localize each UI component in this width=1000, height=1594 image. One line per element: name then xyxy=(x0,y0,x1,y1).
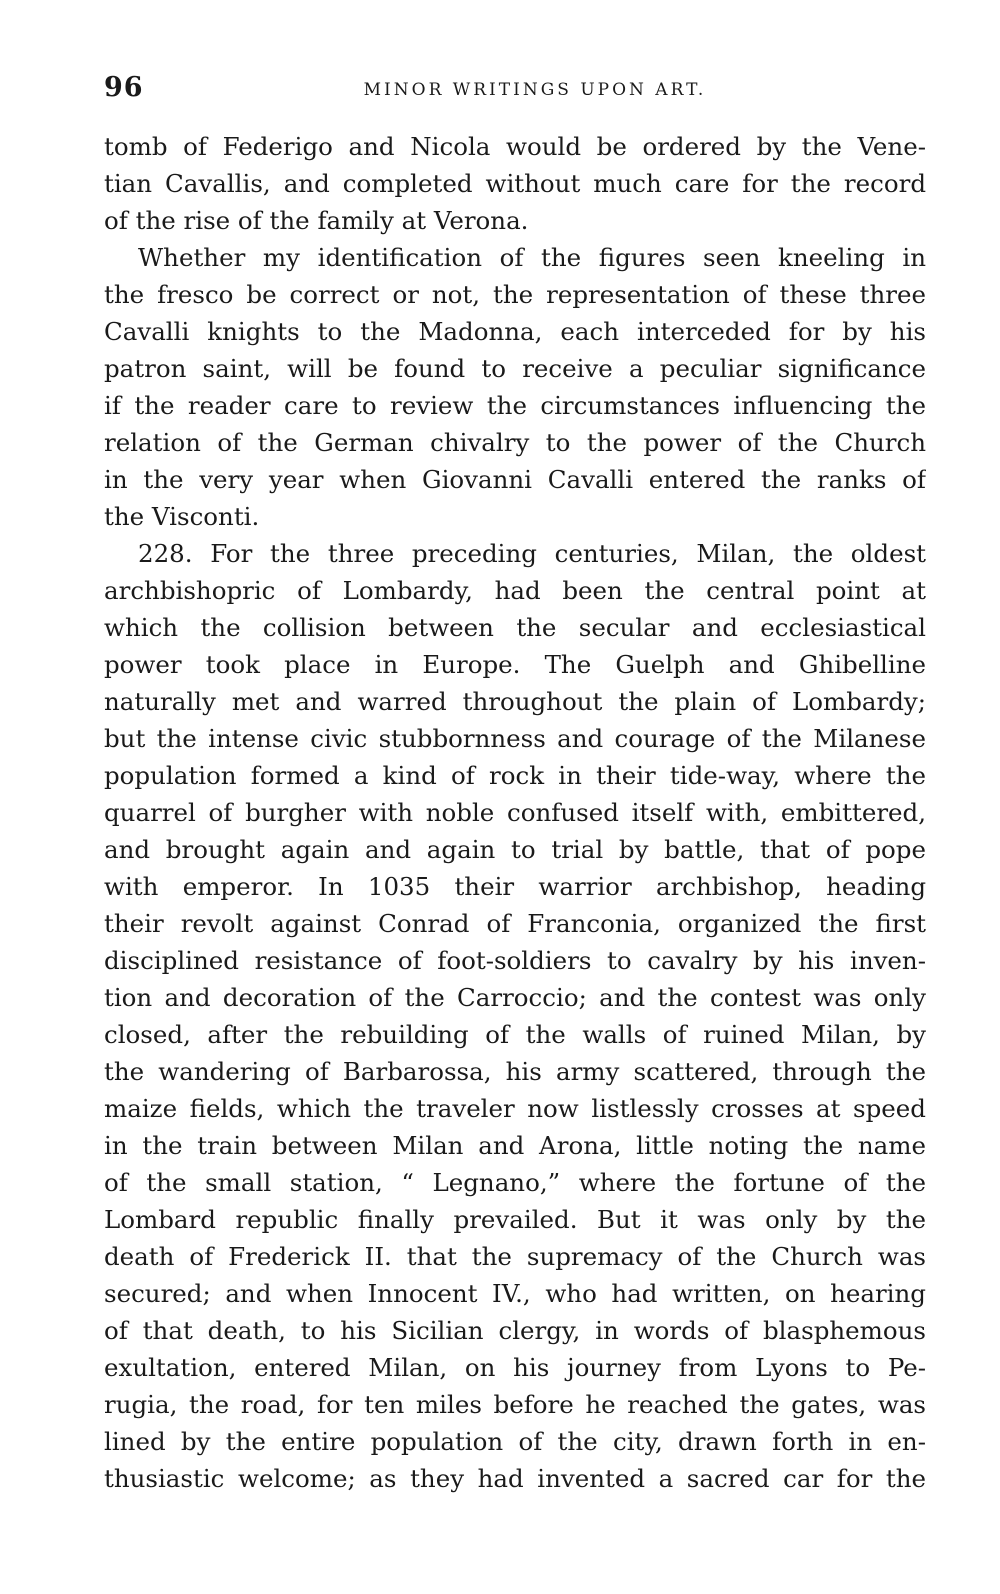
text-line: closed, after the rebuilding of the walls of ruined Milan, by xyxy=(104,1020,926,1049)
text-line: secured; and when Innocent IV., who had written, on hearing xyxy=(104,1279,926,1308)
text-line: patron saint, will be found to receive a peculiar significance xyxy=(104,354,926,383)
running-head xyxy=(104,72,926,112)
running-title: MINOR WRITINGS UPON ART. xyxy=(363,80,707,100)
text-line: which the collision between the secular and ecclesiastical xyxy=(104,613,926,642)
text-line: their revolt against Conrad of Franconia, organized the first xyxy=(104,909,926,938)
text-line: the fresco be correct or not, the representation of these three xyxy=(104,280,926,309)
text-line: Whether my identification of the figures seen kneeling in xyxy=(138,243,926,272)
body-text xyxy=(104,128,926,1497)
text-line: lined by the entire population of the city, drawn forth in en- xyxy=(104,1427,926,1456)
text-line: death of Frederick II. that the supremacy of the Church was xyxy=(104,1242,926,1271)
text-line: archbishopric of Lombardy, had been the central point at xyxy=(104,576,926,605)
text-line: the wandering of Barbarossa, his army scattered, through the xyxy=(104,1057,926,1086)
text-line: of the rise of the family at Verona. xyxy=(104,206,529,235)
text-line: quarrel of burgher with noble confused itself with, embittered, xyxy=(104,798,926,827)
text-line: disciplined resistance of foot-soldiers to cavalry by his inven- xyxy=(104,946,926,975)
text-line: relation of the German chivalry to the power of the Church xyxy=(104,428,926,457)
text-line: rugia, the road, for ten miles before he reached the gates, was xyxy=(104,1390,926,1419)
text-line: Cavalli knights to the Madonna, each interceded for by his xyxy=(104,317,926,346)
text-line: tomb of Federigo and Nicola would be ordered by the Vene- xyxy=(104,132,926,161)
text-line: 228. For the three preceding centuries, Milan, the oldest xyxy=(138,539,926,568)
text-line: power took place in Europe. The Guelph and Ghibelline xyxy=(104,650,926,679)
text-line: in the train between Milan and Arona, little noting the name xyxy=(104,1131,926,1160)
text-line: but the intense civic stubbornness and courage of the Milanese xyxy=(104,724,926,753)
text-line: if the reader care to review the circumstances influencing the xyxy=(104,391,926,420)
text-line: tian Cavallis, and completed without much care for the record xyxy=(104,169,926,198)
text-line: Lombard republic finally prevailed. But it was only by the xyxy=(104,1205,926,1234)
text-line: and brought again and again to trial by battle, that of pope xyxy=(104,835,926,864)
text-line: maize fields, which the traveler now listlessly crosses at speed xyxy=(104,1094,926,1123)
text-line: the Visconti. xyxy=(104,502,260,531)
text-line: of that death, to his Sicilian clergy, in words of blasphemous xyxy=(104,1316,926,1345)
page-number: 96 xyxy=(104,72,144,103)
text-line: naturally met and warred throughout the plain of Lombardy; xyxy=(104,687,926,716)
text-line: exultation, entered Milan, on his journey from Lyons to Pe- xyxy=(104,1353,926,1382)
text-line: in the very year when Giovanni Cavalli entered the ranks of xyxy=(104,465,926,494)
text-line: of the small station, “ Legnano,” where the fortune of the xyxy=(104,1168,926,1197)
text-line: population formed a kind of rock in their tide-way, where the xyxy=(104,761,926,790)
text-line: thusiastic welcome; as they had invented a sacred car for the xyxy=(104,1464,926,1493)
text-line: tion and decoration of the Carroccio; and the contest was only xyxy=(104,983,926,1012)
text-line: with emperor. In 1035 their warrior archbishop, heading xyxy=(104,872,926,901)
